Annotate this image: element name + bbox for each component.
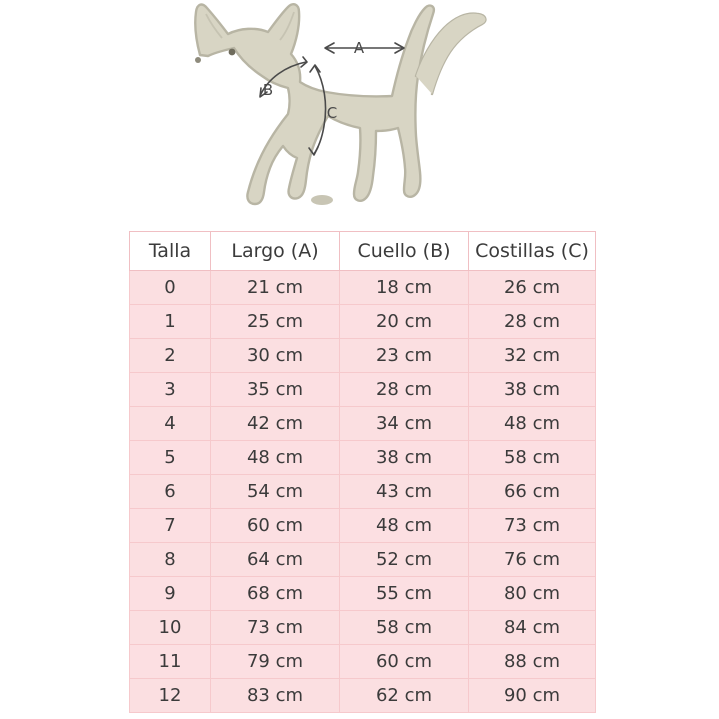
- cell-cuello: 43 cm: [340, 475, 469, 509]
- cell-cuello: 28 cm: [340, 373, 469, 407]
- cell-costillas: 80 cm: [469, 577, 596, 611]
- table-body: [130, 271, 596, 713]
- table-header: [130, 232, 596, 271]
- column-header-costillas: Costillas (C): [469, 232, 596, 271]
- cell-largo: 79 cm: [211, 645, 340, 679]
- table-row: [130, 543, 596, 577]
- cell-cuello: 48 cm: [340, 509, 469, 543]
- cell-largo: 21 cm: [211, 271, 340, 305]
- table-row: [130, 271, 596, 305]
- cell-largo: 48 cm: [211, 441, 340, 475]
- cell-costillas: 73 cm: [469, 509, 596, 543]
- cell-largo: 73 cm: [211, 611, 340, 645]
- cell-talla: 10: [130, 611, 211, 645]
- cell-largo: 25 cm: [211, 305, 340, 339]
- label-b: B: [262, 81, 273, 99]
- cell-largo: 35 cm: [211, 373, 340, 407]
- cell-cuello: 60 cm: [340, 645, 469, 679]
- cell-costillas: 88 cm: [469, 645, 596, 679]
- cell-costillas: 26 cm: [469, 271, 596, 305]
- dog-silhouette-shape: [195, 4, 485, 205]
- table-header-row: [130, 232, 596, 271]
- cell-cuello: 18 cm: [340, 271, 469, 305]
- cell-talla: 11: [130, 645, 211, 679]
- column-header-largo: Largo (A): [211, 232, 340, 271]
- cell-costillas: 58 cm: [469, 441, 596, 475]
- cell-largo: 54 cm: [211, 475, 340, 509]
- table-row: [130, 509, 596, 543]
- label-a: A: [353, 39, 364, 57]
- cell-talla: 0: [130, 271, 211, 305]
- cell-largo: 83 cm: [211, 679, 340, 713]
- cell-cuello: 62 cm: [340, 679, 469, 713]
- cell-largo: 60 cm: [211, 509, 340, 543]
- cell-talla: 1: [130, 305, 211, 339]
- cell-largo: 64 cm: [211, 543, 340, 577]
- cell-costillas: 66 cm: [469, 475, 596, 509]
- cell-largo: 68 cm: [211, 577, 340, 611]
- table-row: [130, 645, 596, 679]
- cell-cuello: 58 cm: [340, 611, 469, 645]
- cell-cuello: 55 cm: [340, 577, 469, 611]
- cell-largo: 30 cm: [211, 339, 340, 373]
- table-row: [130, 305, 596, 339]
- cell-largo: 42 cm: [211, 407, 340, 441]
- cell-talla: 8: [130, 543, 211, 577]
- cell-cuello: 38 cm: [340, 441, 469, 475]
- cell-talla: 9: [130, 577, 211, 611]
- cell-cuello: 20 cm: [340, 305, 469, 339]
- table-row: [130, 475, 596, 509]
- table-row: [130, 339, 596, 373]
- cell-cuello: 52 cm: [340, 543, 469, 577]
- cell-costillas: 84 cm: [469, 611, 596, 645]
- cell-talla: 6: [130, 475, 211, 509]
- cell-talla: 5: [130, 441, 211, 475]
- cell-talla: 12: [130, 679, 211, 713]
- measurement-arrow-a: [325, 43, 404, 53]
- cell-talla: 7: [130, 509, 211, 543]
- cell-cuello: 34 cm: [340, 407, 469, 441]
- table-row: [130, 373, 596, 407]
- table-row: [130, 577, 596, 611]
- cell-costillas: 90 cm: [469, 679, 596, 713]
- cell-cuello: 23 cm: [340, 339, 469, 373]
- table-row: [130, 441, 596, 475]
- size-chart-table: [129, 231, 596, 713]
- cell-talla: 3: [130, 373, 211, 407]
- cell-costillas: 28 cm: [469, 305, 596, 339]
- dog-eye: [228, 49, 235, 56]
- column-header-cuello: Cuello (B): [340, 232, 469, 271]
- cell-costillas: 76 cm: [469, 543, 596, 577]
- cell-costillas: 48 cm: [469, 407, 596, 441]
- dog-measurement-illustration: [0, 0, 719, 228]
- label-c: C: [326, 104, 337, 122]
- column-header-talla: Talla: [130, 232, 211, 271]
- table-row: [130, 611, 596, 645]
- table-row: [130, 679, 596, 713]
- dog-nose: [195, 57, 201, 63]
- cell-costillas: 32 cm: [469, 339, 596, 373]
- cell-talla: 2: [130, 339, 211, 373]
- cell-talla: 4: [130, 407, 211, 441]
- table-row: [130, 407, 596, 441]
- cell-costillas: 38 cm: [469, 373, 596, 407]
